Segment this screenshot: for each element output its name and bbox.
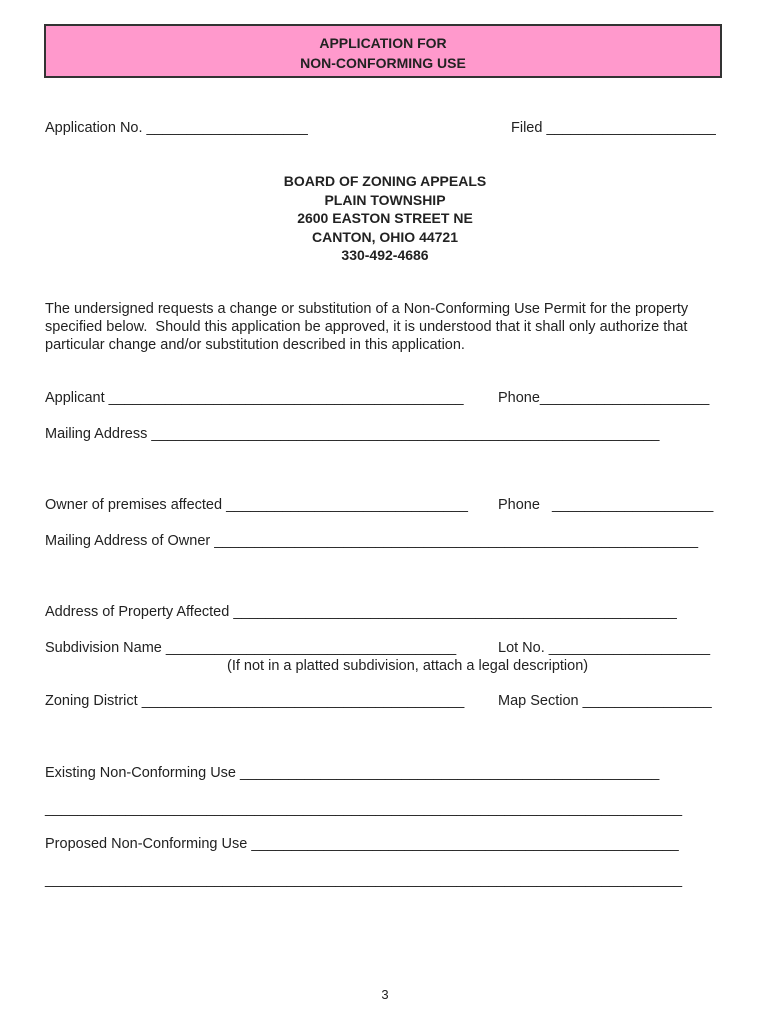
- form-title-line-2: NON-CONFORMING USE: [300, 55, 466, 71]
- subdivision-name-field[interactable]: Subdivision Name ____________________________________: [45, 640, 457, 656]
- intro-line-3: particular change and/or substitution described in this application.: [45, 337, 465, 353]
- application-number-field[interactable]: Application No. ____________________: [45, 120, 308, 136]
- owner-mailing-address-field[interactable]: Mailing Address of Owner ____________________________________________________________: [45, 533, 699, 549]
- board-address-block: [0, 172, 770, 265]
- phone-number: 330-492-4686: [341, 247, 429, 263]
- street-address: 2600 EASTON STREET NE: [297, 210, 473, 226]
- owner-phone-field[interactable]: Phone ____________________: [498, 497, 714, 513]
- board-name: BOARD OF ZONING APPEALS: [283, 173, 487, 189]
- existing-use-field[interactable]: Existing Non-Conforming Use ____________________________________________________: [45, 765, 660, 781]
- zoning-district-field[interactable]: Zoning District ________________________________________: [45, 693, 465, 709]
- existing-use-continuation[interactable]: _______________________________________________________________________________: [45, 801, 683, 817]
- intro-paragraph: [45, 300, 735, 354]
- filed-field[interactable]: Filed _____________________: [511, 120, 716, 136]
- form-title-line-1: APPLICATION FOR: [319, 35, 447, 51]
- township-name: PLAIN TOWNSHIP: [324, 191, 446, 208]
- page-number: 3: [381, 987, 389, 1002]
- applicant-phone-field[interactable]: Phone_____________________: [498, 390, 710, 406]
- applicant-field[interactable]: Applicant ____________________________________________: [45, 390, 464, 406]
- intro-line-2: specified below. Should this application be approved, it is understood that it shall only authorize that: [45, 319, 688, 335]
- proposed-use-continuation[interactable]: _______________________________________________________________________________: [45, 872, 683, 888]
- property-address-field[interactable]: Address of Property Affected _______________________________________________________: [45, 604, 677, 620]
- mailing-address-field[interactable]: Mailing Address _______________________________________________________________: [45, 426, 660, 442]
- form-title-banner: [44, 24, 722, 78]
- subdivision-note: (If not in a platted subdivision, attach a legal description): [227, 658, 589, 674]
- lot-number-field[interactable]: Lot No. ____________________: [498, 640, 711, 656]
- intro-line-1: The undersigned requests a change or substitution of a Non-Conforming Use Permit for the property: [45, 301, 689, 317]
- map-section-field[interactable]: Map Section ________________: [498, 693, 712, 709]
- proposed-use-field[interactable]: Proposed Non-Conforming Use _____________________________________________________: [45, 836, 679, 852]
- owner-field[interactable]: Owner of premises affected ______________________________: [45, 497, 468, 513]
- city-state-zip: CANTON, OHIO 44721: [311, 228, 458, 245]
